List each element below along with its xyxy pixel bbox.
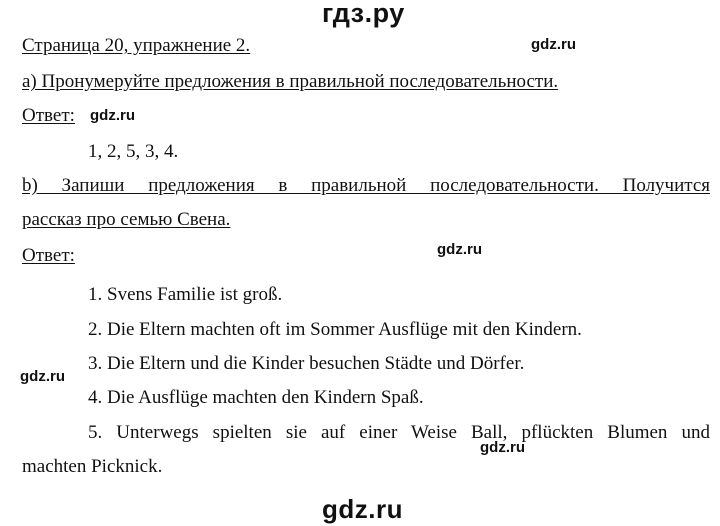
task-a-question: а) Пронумеруйте предложения в правильной последовательности. [22,71,559,92]
task-b-question-line1: b) Запиши предложения в правильной последовательности. Получится [22,175,710,196]
sentence-5: 5. Unterwegs spielten sie auf einer Weise Ball, pflückten Blumen und [88,422,710,443]
sentence-2: 2. Die Eltern machten oft im Sommer Ausflüge mit den Kindern. [88,319,582,340]
watermark: gdz.ru [20,368,65,385]
sentence-4: 4. Die Ausflüge machten den Kindern Spaß. [88,387,424,408]
watermark: gdz.ru [437,241,482,258]
task-b-answer-label: Ответ: [22,245,75,266]
task-b-question-line2: рассказ про семью Свена. [22,209,231,230]
site-watermark-top: гдз.ру [322,0,405,28]
task-a-answer: 1, 2, 5, 3, 4. [88,141,179,162]
watermark: gdz.ru [531,36,576,53]
task-a-answer-label: Ответ: [22,105,75,126]
watermark: gdz.ru [480,439,525,456]
sentence-1: 1. Svens Familie ist groß. [88,284,283,305]
watermark: gdz.ru [90,107,135,124]
sentence-5-continuation: machten Picknick. [22,456,163,477]
page-title: Страница 20, упражнение 2. [22,35,251,56]
sentence-3: 3. Die Eltern und die Kinder besuchen Städte und Dörfer. [88,353,525,374]
site-watermark-bottom: gdz.ru [322,494,403,524]
